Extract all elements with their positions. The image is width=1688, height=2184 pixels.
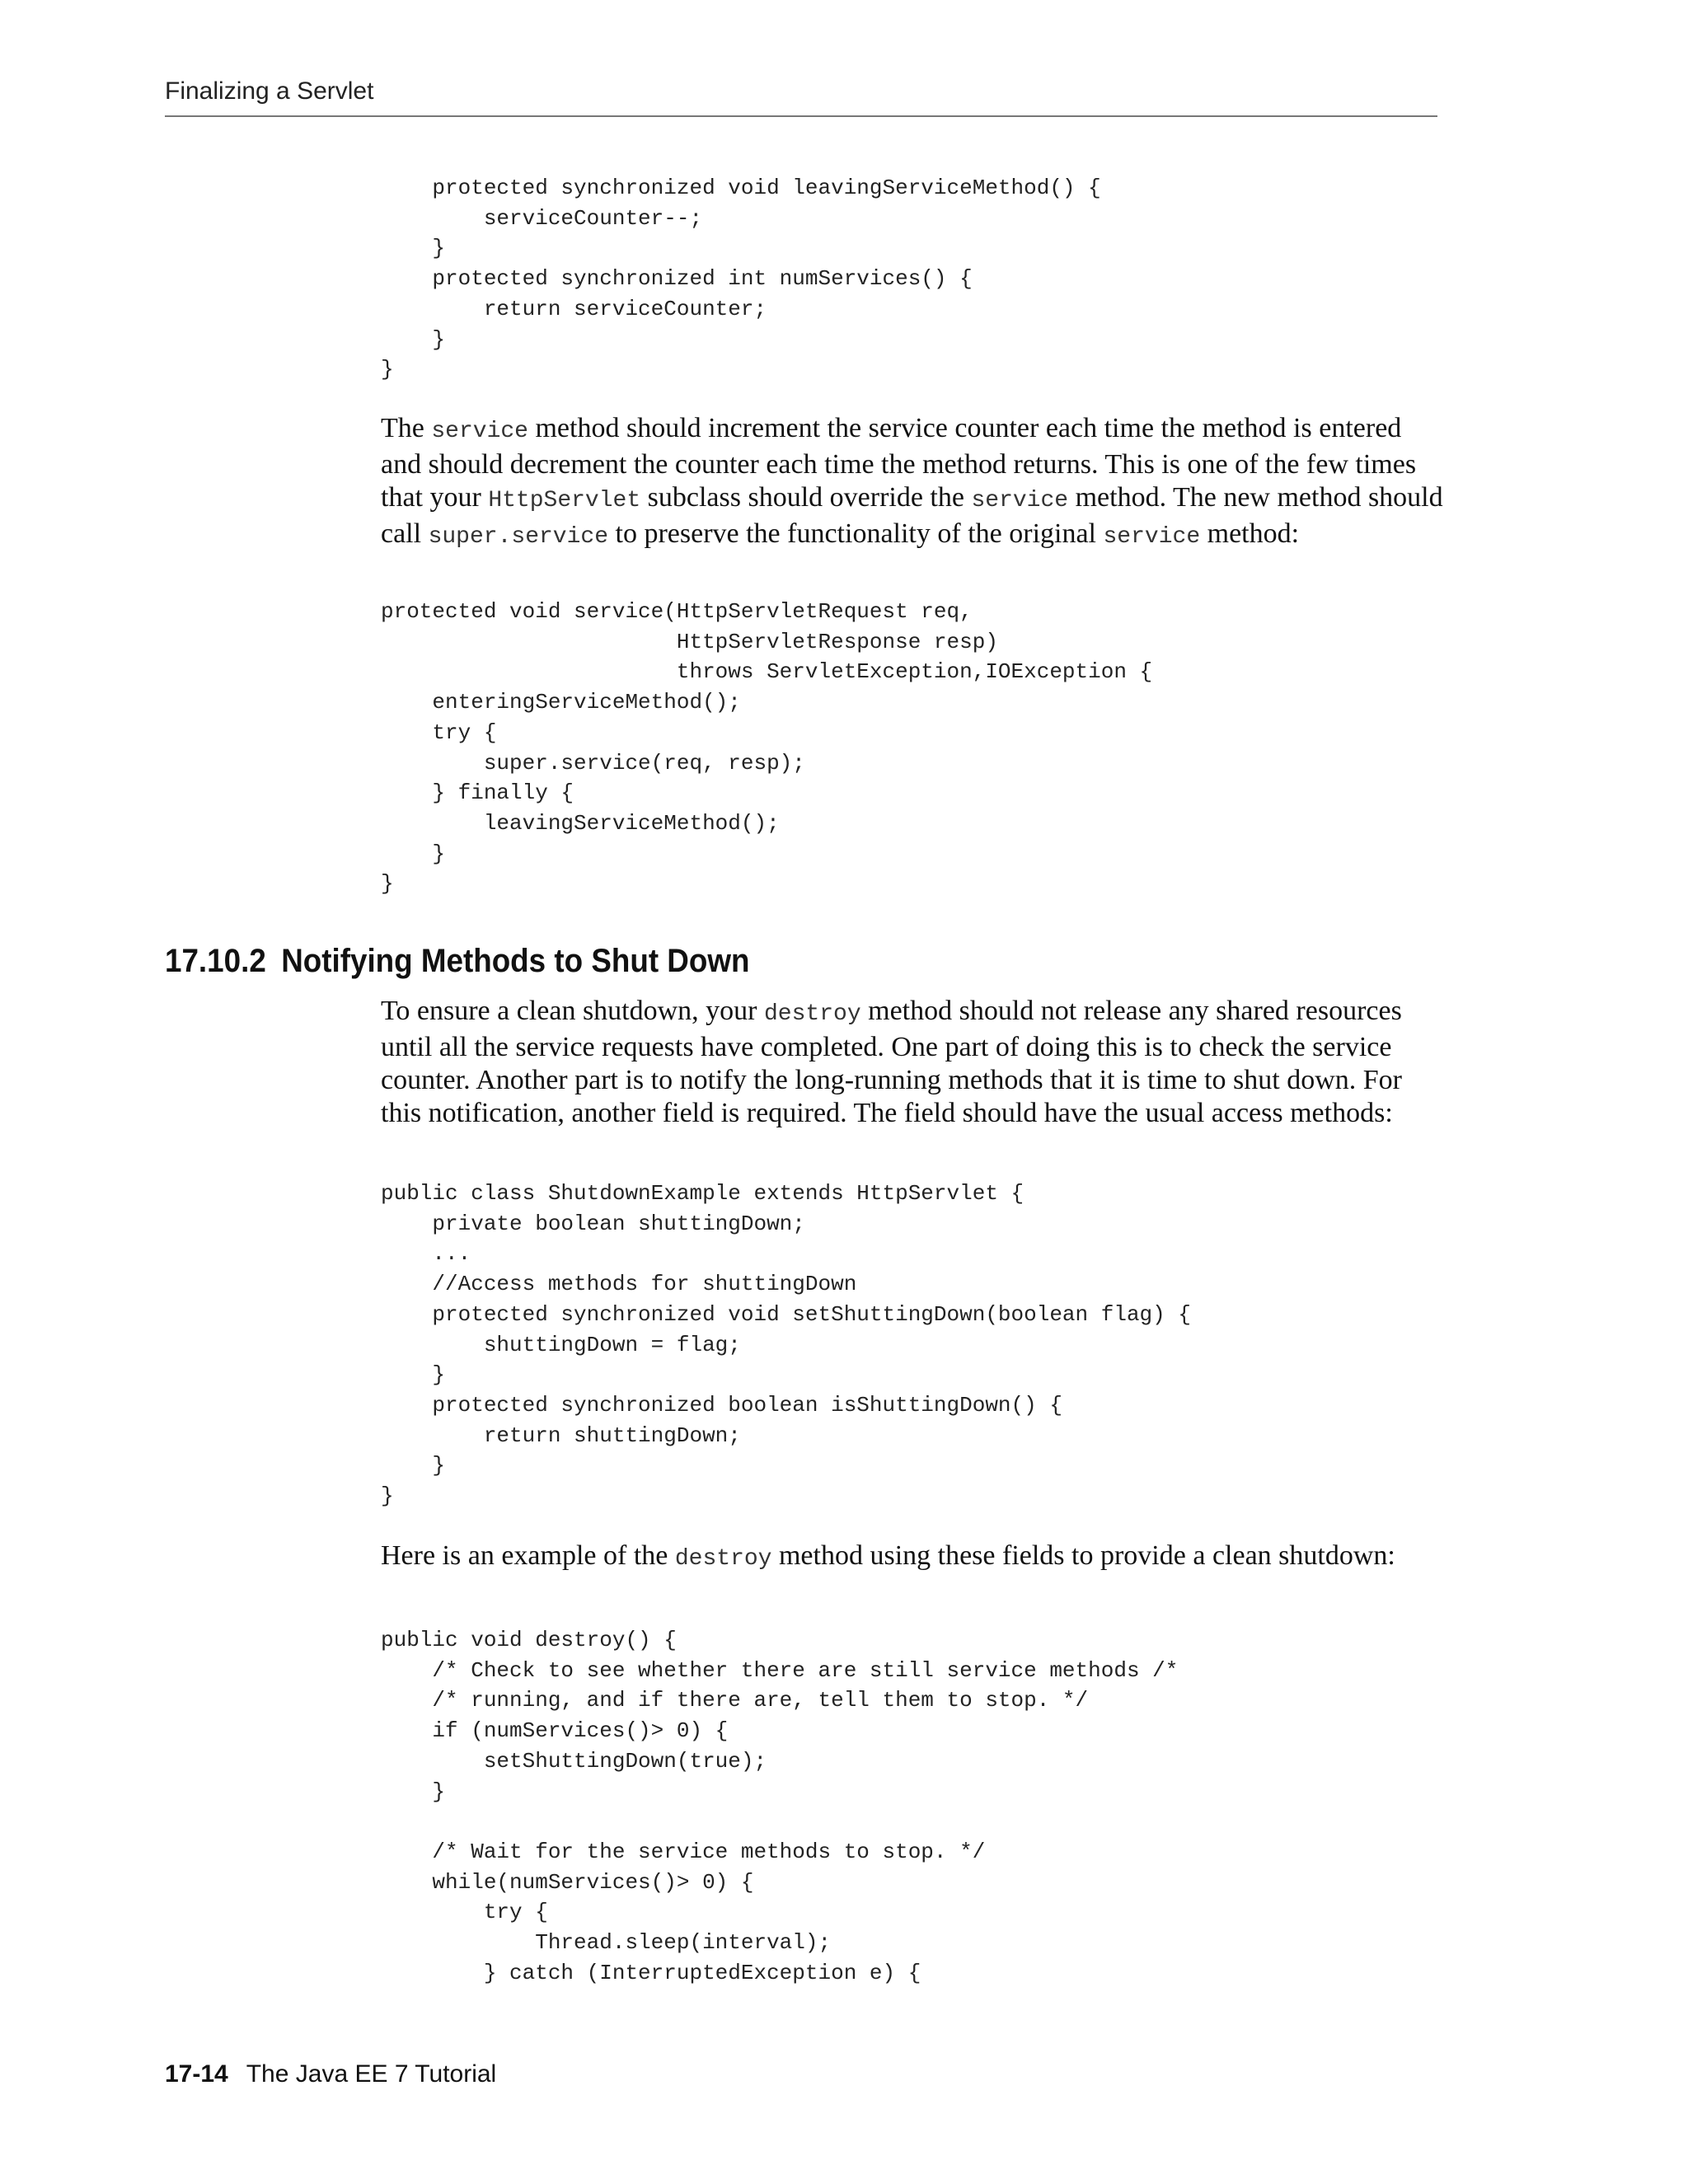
inline-code: HttpServlet	[488, 488, 641, 513]
book-title: The Java EE 7 Tutorial	[246, 2060, 497, 2088]
code-block-leaving-service-method: protected synchronized void leavingServiceMethod() { serviceCounter--; } protected synchronized int numServices() { return serviceCounter; } }	[381, 176, 1101, 382]
code-block-service-override: protected void service(HttpServletRequest req, HttpServletResponse resp) throws ServletException,IOException { enteringServiceMethod(); try { super.service(req, resp); } finally { leavingServiceMethod(); } }	[381, 599, 1153, 897]
paragraph-clean-shutdown: To ensure a clean shutdown, your destroy method should not release any shared resources until all the service requests have completed. One part of doing this is to check the service counter. Another part is to notify the long-running methods that it is time to shut down. For this notification, another field is required. The field should have the usual access methods:	[381, 996, 1402, 1128]
page-footer	[165, 2060, 496, 2088]
header-rule	[165, 115, 1437, 117]
code-block-shutdown-example: public class ShutdownExample extends HttpServlet { private boolean shuttingDown; ... //Access methods for shuttingDown protected synchronized void setShuttingDown(boolean flag) { shuttingDown = flag; } protected synchronized boolean isShuttingDown() { return shuttingDown; } }	[381, 1181, 1191, 1509]
section-title: Notifying Methods to Shut Down	[281, 943, 750, 979]
inline-code: destroy	[764, 1001, 861, 1027]
paragraph-destroy-example: Here is an example of the destroy method using these fields to provide a clean shutdown:	[381, 1540, 1395, 1572]
section-heading	[165, 943, 749, 980]
paragraph-service-counter: The service method should increment the service counter each time the method is entered and should decrement the counter each time the method returns. This is one of the few times that your HttpServlet subclass should override the service method. The new method should call super.service to preserve the functionality of the original service method:	[381, 413, 1443, 550]
inline-code: service	[971, 488, 1069, 513]
page-number: 17-14	[165, 2060, 228, 2088]
inline-code: service	[431, 419, 528, 444]
running-header: Finalizing a Servlet	[165, 77, 374, 105]
section-number: 17.10.2	[165, 943, 266, 979]
inline-code: destroy	[674, 1546, 772, 1572]
inline-code: service	[1103, 524, 1201, 550]
code-block-destroy-method: public void destroy() { /* Check to see whether there are still service methods /* /* running, and if there are, tell them to stop. */ if (numServices()> 0) { setShuttingDown(true); } /* Wait for the service methods to stop. */ while(numServices()> 0) { try { Thread.sleep(interval); } catch (InterruptedException e) {	[381, 1628, 1179, 1985]
inline-code: super.service	[428, 524, 609, 550]
